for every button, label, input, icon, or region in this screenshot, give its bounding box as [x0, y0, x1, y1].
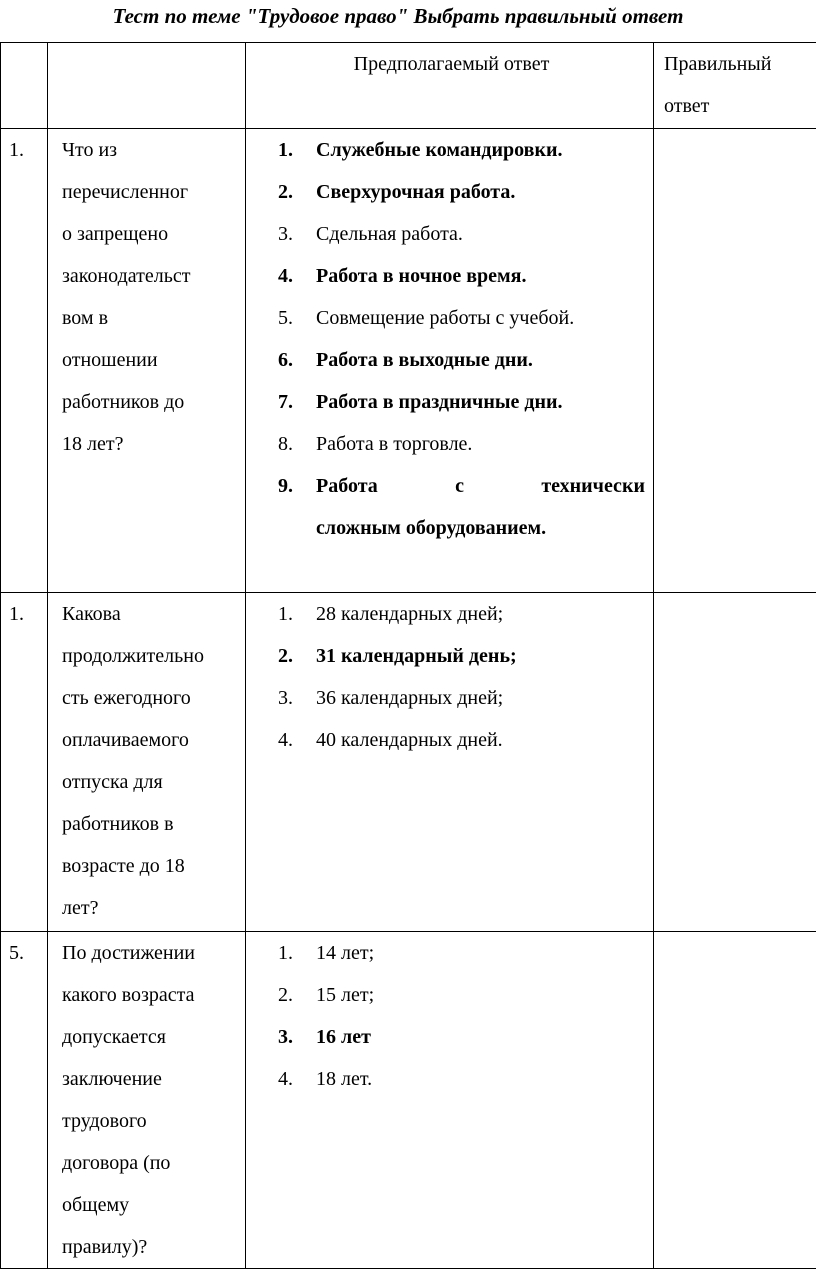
option-number: 6. [278, 349, 293, 371]
question-line: трудового [62, 1110, 147, 1132]
question-line: 18 лет? [62, 433, 124, 455]
answer-option [246, 297, 653, 339]
answer-option [246, 255, 653, 297]
test-table [0, 42, 816, 1269]
option-text: 40 календарных дней. [316, 729, 503, 751]
option-text: Работа в праздничные дни. [316, 391, 563, 413]
option-text: Работа в выходные дни. [316, 349, 533, 371]
question-text [48, 129, 246, 593]
answer-option [246, 677, 653, 719]
question-line: перечисленног [62, 181, 189, 203]
question-line: вом в [62, 307, 109, 329]
question-line: Что из [62, 139, 118, 161]
answer-options-list [246, 932, 653, 1100]
option-text: Работа в ночное время. [316, 265, 527, 287]
answer-option [246, 635, 653, 677]
table-header-row [1, 43, 816, 129]
option-text: 36 календарных дней; [316, 687, 504, 709]
option-text: Служебные командировки. [316, 139, 563, 161]
answer-option [246, 719, 653, 761]
question-line: законодательст [62, 265, 191, 287]
option-number: 4. [278, 265, 293, 287]
option-number: 1. [278, 139, 293, 161]
option-number: 2. [278, 984, 293, 1006]
table-row [1, 129, 816, 593]
question-text [48, 593, 246, 932]
question-line: работников в [62, 813, 174, 835]
answer-options-list [246, 593, 653, 761]
option-word: технически [541, 475, 645, 497]
answer-option [246, 171, 653, 213]
answer-option [246, 932, 653, 974]
table-row [1, 932, 816, 1269]
answer-options-cell [246, 932, 654, 1269]
option-number: 4. [278, 1068, 293, 1090]
document-title: Тест по теме "Трудовое право" Выбрать правильный ответ [112, 4, 684, 28]
table-row [1, 593, 816, 932]
question-number: 1. [1, 593, 48, 932]
question-line: По достижении [62, 942, 195, 964]
option-number: 4. [278, 729, 293, 751]
answer-options-cell [246, 129, 654, 593]
option-number: 7. [278, 391, 293, 413]
option-number: 9. [278, 475, 293, 497]
question-line: договора (по [62, 1152, 171, 1174]
question-line: общему [62, 1194, 130, 1216]
answer-option [246, 1058, 653, 1100]
option-text: Совмещение работы с учебой. [316, 307, 575, 329]
option-number: 5. [278, 307, 293, 329]
question-line: какого возраста [62, 984, 195, 1006]
option-number: 8. [278, 433, 293, 455]
option-text: Работа в торговле. [316, 433, 473, 455]
question-line: работников до [62, 391, 185, 413]
answer-option [246, 593, 653, 635]
option-number: 1. [278, 603, 293, 625]
option-text-line [316, 465, 645, 507]
answer-option [246, 423, 653, 465]
correct-answer-cell[interactable] [654, 932, 816, 1269]
question-number: 1. [1, 129, 48, 593]
answer-option [246, 1016, 653, 1058]
correct-answer-cell[interactable] [654, 593, 816, 932]
option-number: 3. [278, 687, 293, 709]
question-line: правилу)? [62, 1236, 148, 1258]
header-num-cell [1, 43, 48, 129]
question-line: лет? [62, 897, 99, 919]
option-number: 2. [278, 645, 293, 667]
question-line: сть ежегодного [62, 687, 191, 709]
question-line: продолжительно [62, 645, 204, 667]
option-text: 15 лет; [316, 984, 375, 1006]
option-word: с [455, 475, 464, 497]
question-line: допускается [62, 1026, 166, 1048]
question-line: возрасте до 18 [62, 855, 185, 877]
question-line: отпуска для [62, 771, 163, 793]
option-number: 2. [278, 181, 293, 203]
answer-option [246, 465, 653, 549]
question-line: заключение [62, 1068, 162, 1090]
option-text: 16 лет [316, 1026, 371, 1048]
question-line: Какова [62, 603, 121, 625]
option-text: Сдельная работа. [316, 223, 463, 245]
question-number: 5. [1, 932, 48, 1269]
question-line: о запрещено [62, 223, 169, 245]
answer-option [246, 974, 653, 1016]
answer-option [246, 339, 653, 381]
question-line: оплачиваемого [62, 729, 189, 751]
option-word: Работа [316, 475, 378, 497]
correct-answer-cell[interactable] [654, 129, 816, 593]
answer-options-cell [246, 593, 654, 932]
header-proposed-answer: Предполагаемый ответ [246, 43, 654, 129]
answer-option [246, 213, 653, 255]
option-number: 3. [278, 223, 293, 245]
option-text-line: сложным оборудованием. [316, 517, 547, 539]
option-number: 1. [278, 942, 293, 964]
question-line: отношении [62, 349, 158, 371]
option-text: 28 календарных дней; [316, 603, 504, 625]
option-text: 14 лет; [316, 942, 375, 964]
answer-option [246, 381, 653, 423]
option-text: 18 лет. [316, 1068, 373, 1090]
option-text: Сверхурочная работа. [316, 181, 516, 203]
header-correct-answer: Правильный ответ [654, 43, 816, 129]
answer-option [246, 129, 653, 171]
header-question-cell [48, 43, 246, 129]
answer-options-list [246, 129, 653, 549]
option-text: 31 календарный день; [316, 645, 517, 667]
option-number: 3. [278, 1026, 293, 1048]
question-text [48, 932, 246, 1269]
